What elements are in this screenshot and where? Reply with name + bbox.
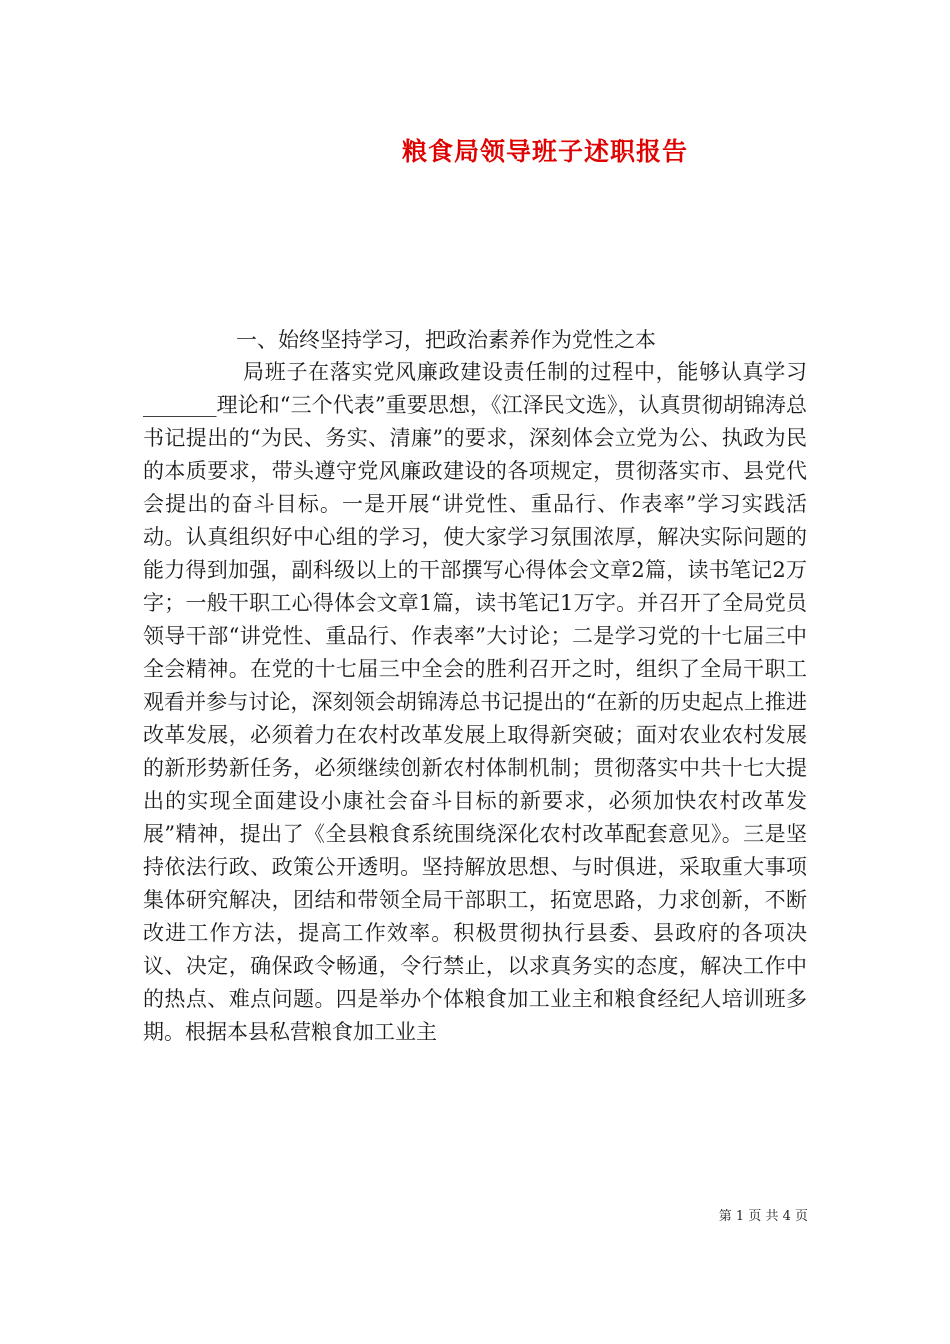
body-paragraph: 局班子在落实党风廉政建设责任制的过程中，能够认真学习_______理论和“三个代表”重要思想，《江泽民文选》，认真贯彻胡锦涛总书记提出的“为民、务实、清廉”的要求，深刻体会立党为公、执政为民的本质要求，带头遵守党风廉政建设的各项规定，贯彻落实市、县党代会提出的奋斗目标。一是开展“讲党性、重品行、作表率”学习实践活动。认真组织好中心组的学习，使大家学习氛围浓厚，解决实际问题的能力得到加强，副科级以上的干部撰写心得体会文章2篇，读书笔记2万字；一般干职工心得体会文章1篇，读书笔记1万字。并召开了全局党员领导干部“讲党性、重品行、作表率”大讨论；二是学习党的十七届三中全会精神。在党的十七届三中全会的胜利召开之时，组织了全局干职工观看并参与讨论，深刻领会胡锦涛总书记提出的“在新的历史起点上推进改革发展，必须着力在农村改革发展上取得新突破；面对农业农村发展的新形势新任务，必须继续创新农村体制机制；贯彻落实中共十七大提出的实现全面建设小康社会奋斗目标的新要求，必须加快农村改革发展”精神，提出了《全县粮食系统围绕深化农村改革配套意见》。三是坚持依法行政、政策公开透明。坚持解放思想、与时俱进，采取重大事项集体研究解决，团结和带领全局干部职工，拓宽思路，力求创新，不断改进工作方法，提高工作效率。积极贯彻执行县委、县政府的各项决议、决定，确保政令畅通，令行禁止，以求真务实的态度，解决工作中的热点、难点问题。四是举办个体粮食加工业主和粮食经纪人培训班多期。根据本县私营粮食加工业主 — [143, 360, 807, 1044]
document-title: 粮食局领导班子述职报告 — [401, 137, 688, 166]
section-heading: 一、始终坚持学习，把政治素养作为党性之本 — [236, 328, 656, 352]
page-number-footer: 第 1 页 共 4 页 — [718, 1209, 808, 1224]
